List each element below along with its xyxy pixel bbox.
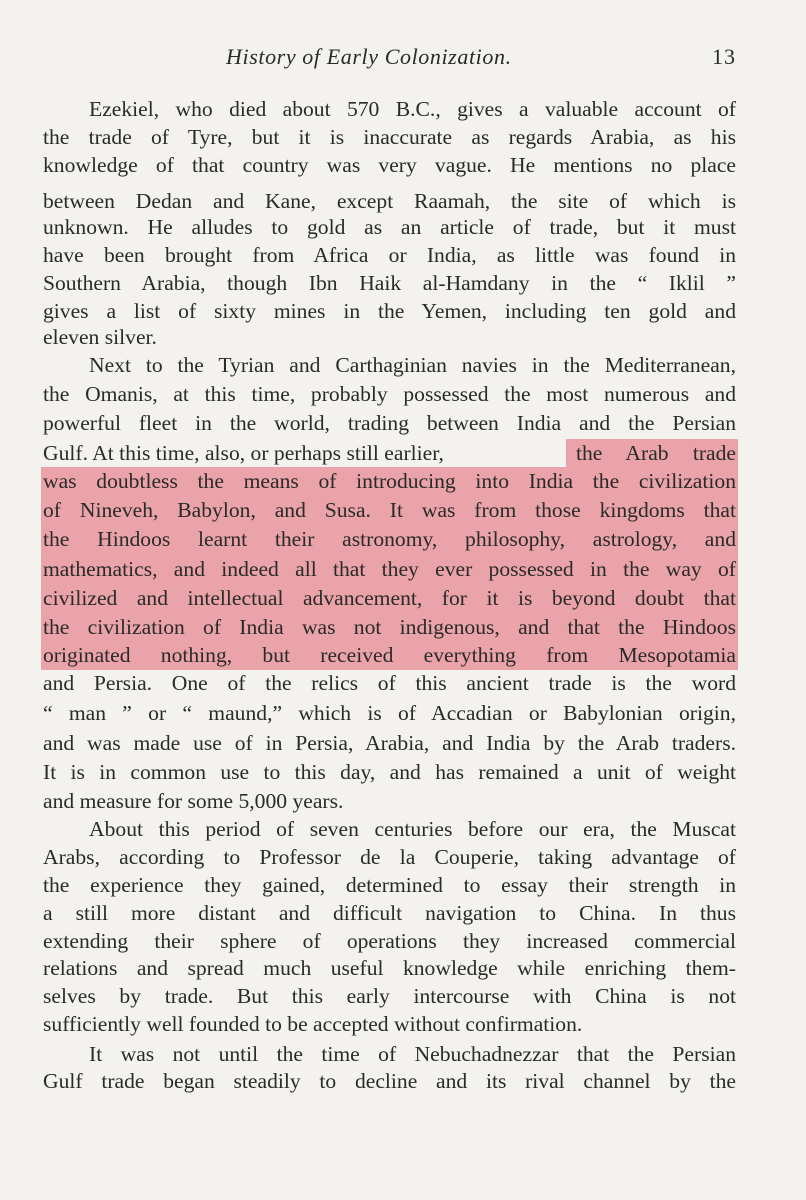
running-title: History of Early Colonization. [226, 44, 512, 69]
text-line: and measure for some 5,000 years. [43, 789, 344, 813]
text-line: Ezekiel, who died about 570 B.C., gives a valuable account of [89, 97, 736, 121]
text-line: gives a list of sixty mines in the Yemen, including ten gold and [43, 299, 736, 323]
highlighted-text-line: was doubtless the means of introducing into India the civilization [43, 469, 736, 493]
text-line: It was not until the time of Nebuchadnezzar that the Persian [89, 1042, 736, 1066]
highlighted-text-line: the Arab trade [576, 441, 736, 465]
text-line: eleven silver. [43, 325, 157, 349]
text-line: the Omanis, at this time, probably possessed the most numerous and [43, 382, 736, 406]
text-line: Gulf trade began steadily to decline and its rival channel by the [43, 1069, 736, 1093]
page-number: 13 [712, 44, 736, 69]
text-line: sufficiently well founded to be accepted without confirmation. [43, 1012, 583, 1036]
text-line: a still more distant and difficult navigation to China. In thus [43, 901, 736, 925]
text-line: Gulf. At this time, also, or perhaps still earlier, [43, 441, 444, 465]
text-line: and was made use of in Persia, Arabia, and India by the Arab traders. [43, 731, 736, 755]
text-line: It is in common use to this day, and has remained a unit of weight [43, 760, 736, 784]
text-line: Next to the Tyrian and Carthaginian navies in the Mediterranean, [89, 353, 736, 377]
text-line: extending their sphere of operations they increased commercial [43, 929, 736, 953]
highlighted-text-line: of Nineveh, Babylon, and Susa. It was from those kingdoms that [43, 498, 736, 522]
page-header [226, 44, 736, 74]
text-line: and Persia. One of the relics of this ancient trade is the word [43, 671, 736, 695]
text-line: the experience they gained, determined to essay their strength in [43, 873, 736, 897]
text-line: between Dedan and Kane, except Raamah, the site of which is [43, 189, 736, 213]
text-line: relations and spread much useful knowledge while enriching them- [43, 956, 736, 980]
text-line: selves by trade. But this early intercourse with China is not [43, 984, 736, 1008]
highlighted-text-line: the Hindoos learnt their astronomy, philosophy, astrology, and [43, 527, 736, 551]
highlighted-text-line: originated nothing, but received everything from Mesopotamia [43, 643, 736, 667]
text-line: About this period of seven centuries before our era, the Muscat [89, 817, 736, 841]
text-line: unknown. He alludes to gold as an article of trade, but it must [43, 215, 736, 239]
text-line: knowledge of that country was very vague. He mentions no place [43, 153, 736, 177]
text-line: “ man ” or “ maund,” which is of Accadian or Babylonian origin, [43, 701, 736, 725]
highlighted-text-line: mathematics, and indeed all that they ever possessed in the way of [43, 557, 736, 581]
text-line: Southern Arabia, though Ibn Haik al-Hamdany in the “ Iklil ” [43, 271, 736, 295]
highlighted-text-line: the civilization of India was not indigenous, and that the Hindoos [43, 615, 736, 639]
text-line: powerful fleet in the world, trading between India and the Persian [43, 411, 736, 435]
text-line: Arabs, according to Professor de la Couperie, taking advantage of [43, 845, 736, 869]
text-line: have been brought from Africa or India, as little was found in [43, 243, 736, 267]
text-line: the trade of Tyre, but it is inaccurate as regards Arabia, as his [43, 125, 736, 149]
highlighted-text-line: civilized and intellectual advancement, for it is beyond doubt that [43, 586, 736, 610]
